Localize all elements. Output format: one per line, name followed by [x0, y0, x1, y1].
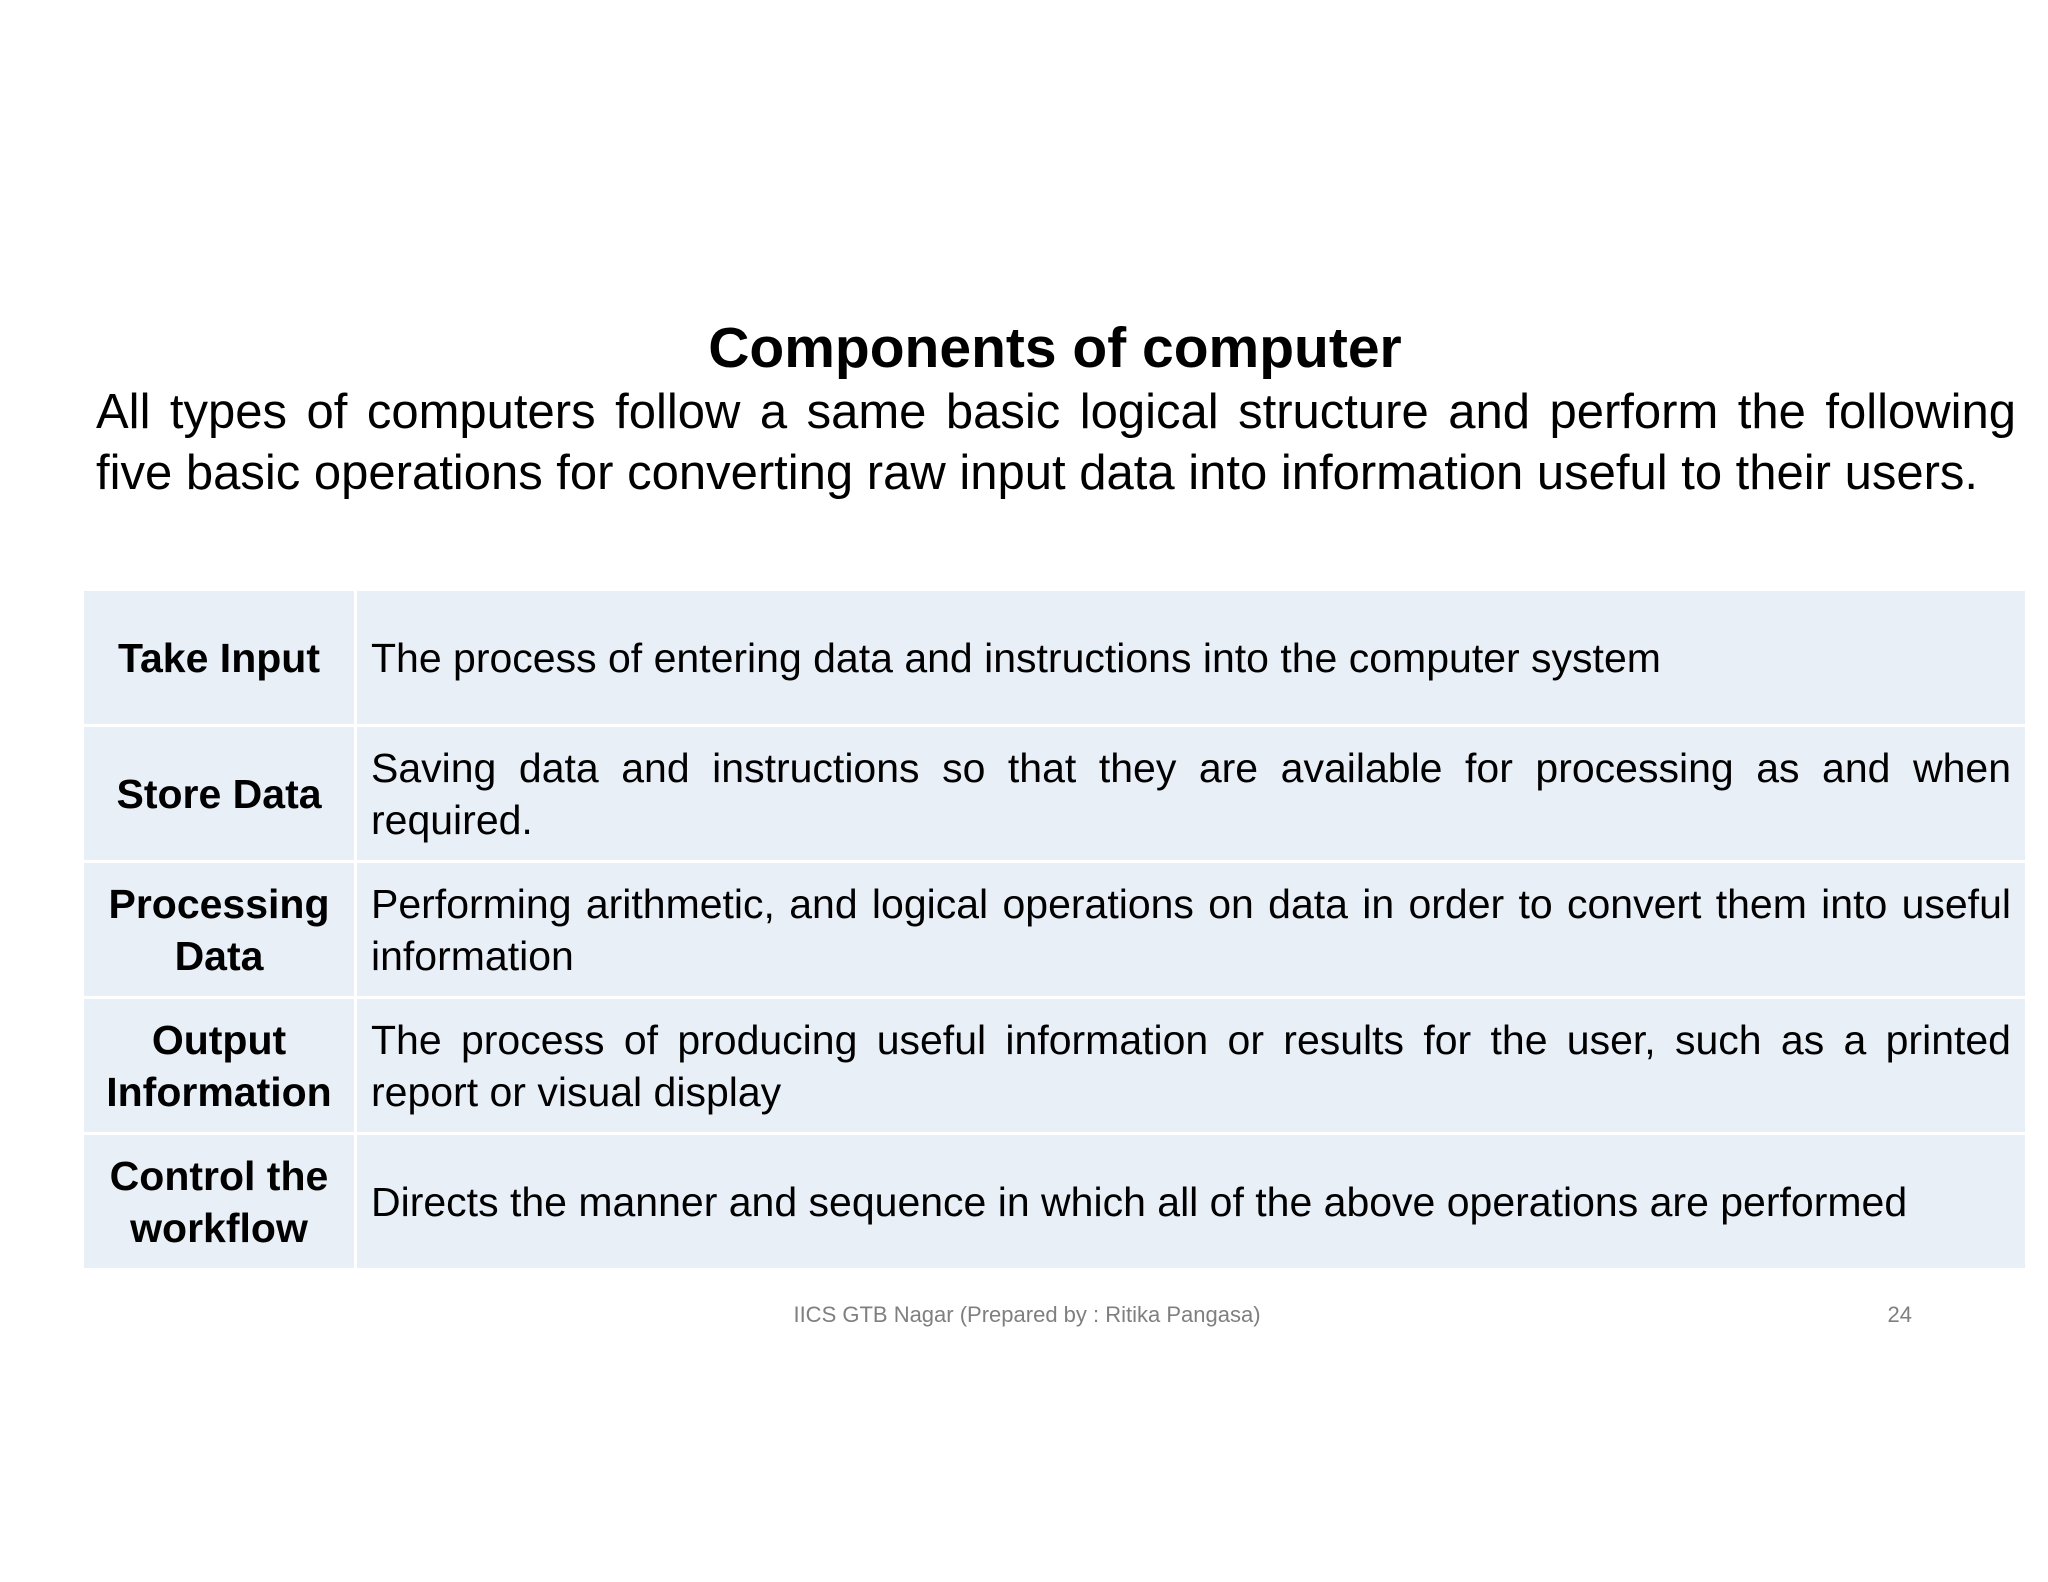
table-row [83, 590, 2027, 726]
operation-name: Take Input [83, 590, 356, 726]
table-row [83, 1134, 2027, 1270]
table-row [83, 726, 2027, 862]
operation-name: Control the workflow [83, 1134, 356, 1270]
operation-description: Performing arithmetic, and logical operations on data in order to convert them into useful information [356, 862, 2027, 998]
footer-credit: IICS GTB Nagar (Prepared by : Ritika Pangasa) [793, 1302, 1261, 1327]
operation-description: Directs the manner and sequence in which all of the above operations are performed [356, 1134, 2027, 1270]
operation-name: Processing Data [83, 862, 356, 998]
operation-description: The process of entering data and instructions into the computer system [356, 590, 2027, 726]
slide-title: Components of computer [708, 316, 1402, 380]
intro-paragraph: All types of computers follow a same basic logical structure and perform the following five basic operations for converting raw input data into information useful to their users. [96, 385, 2016, 500]
operation-description: Saving data and instructions so that they are available for processing as and when required. [356, 726, 2027, 862]
operation-name: Store Data [83, 726, 356, 862]
operation-name: Output Information [83, 998, 356, 1134]
page-number: 24 [1887, 1302, 1912, 1327]
operation-description: The process of producing useful information or results for the user, such as a printed report or visual display [356, 998, 2027, 1134]
operations-table [81, 588, 2028, 1271]
table-row [83, 862, 2027, 998]
table-row [83, 998, 2027, 1134]
